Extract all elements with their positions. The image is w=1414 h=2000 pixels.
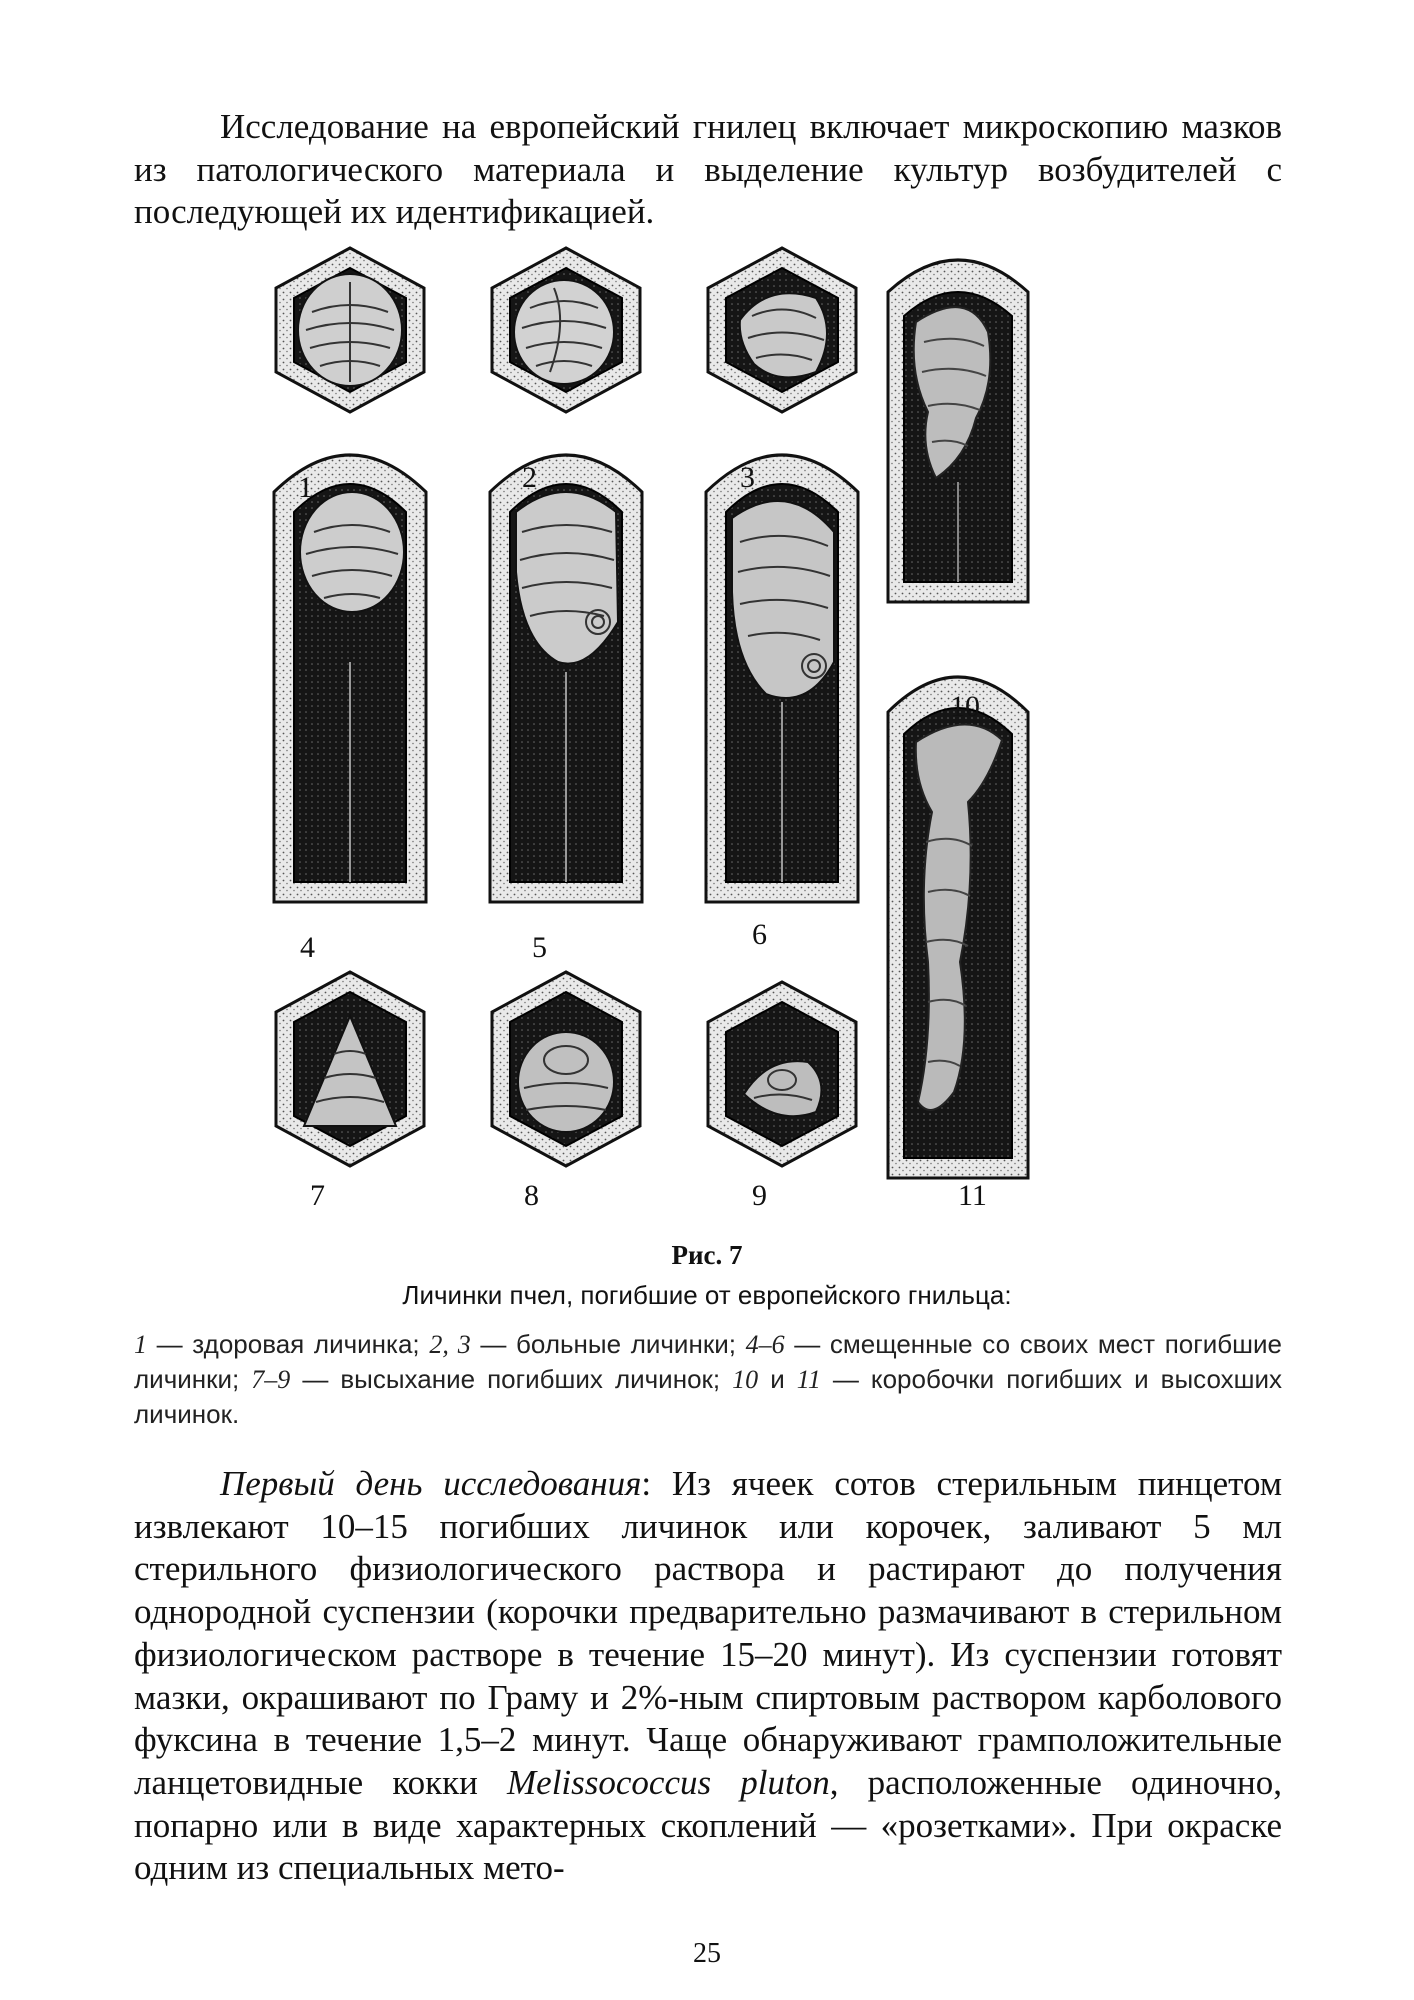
figure-label-3: 3 (740, 461, 755, 494)
body-italic-species: Melissococcus pluton (507, 1762, 830, 1802)
legend-text-6: — коробочки погибших и высохших личинок. (134, 1364, 1282, 1429)
cell-11-larva-scale (888, 677, 1028, 1178)
legend-text-2: — больные личинки; (470, 1329, 746, 1359)
cell-2-diseased-larva (492, 248, 640, 412)
legend-num-6: 11 (796, 1365, 821, 1394)
legend-num-4: 7–9 (251, 1365, 291, 1394)
body-text-2: , расположенные одиночно, попарно или в виде характерных скоплений — «розетками». При окраске одним из специальных мето- (134, 1762, 1282, 1888)
figure-label-7: 7 (310, 1179, 325, 1212)
legend-num-3: 4–6 (745, 1330, 785, 1359)
figure-label-8: 8 (524, 1179, 539, 1212)
cell-4-displaced-larva (274, 455, 426, 902)
legend-num-5: 10 (732, 1365, 759, 1394)
legend-text-5: и (758, 1364, 797, 1394)
figure-label-9: 9 (752, 1179, 767, 1212)
figure-legend (134, 1327, 1282, 1431)
figure-label-5: 5 (532, 931, 547, 964)
legend-text-1: — здоровая личинка; (147, 1329, 430, 1359)
cell-10-larva-scale (888, 260, 1028, 602)
cell-5-displaced-larva (490, 455, 642, 902)
body-italic-lead: Первый день исследования (220, 1464, 642, 1503)
figure-caption-title: Рис. 7 (671, 1240, 743, 1270)
legend-text-4: — высыхание погибших личинок; (290, 1364, 733, 1394)
body-paragraph (134, 1463, 1282, 1890)
legend-num-1: 1 (134, 1330, 147, 1359)
figure-label-6: 6 (752, 918, 767, 951)
figure-label-10: 10 (950, 690, 980, 723)
intro-text: Исследование на европейский гнилец включает микроскопию мазков из патологического материала и выделение культур возбудителей с последующей их идентификацией. (134, 107, 1282, 231)
cell-9-dried-larva (708, 982, 856, 1166)
legend-text-3: — смещенные со своих мест погибшие личинки; (134, 1329, 1283, 1394)
cell-1-healthy-larva (276, 248, 424, 412)
figure-label-4: 4 (300, 931, 315, 964)
cell-7-dried-larva (276, 972, 424, 1166)
larvae-figure (268, 242, 1278, 1232)
page-number: 25 (693, 1938, 721, 1969)
intro-paragraph (134, 106, 1282, 234)
body-text-1: : Из ячеек сотов стерильным пинцетом извлекают 10–15 погибших личинок или корочек, заливают 5 мл стерильного физиологического раствора и растирают до получения однородной суспензии (корочки предварительно размачивают в стерильном физиологическом растворе в течение 15–20 минут). Из суспензии готовят мазки, окрашивают по Граму и 2%-ным спиртовым раствором карболового фуксина в течение 1,5–2 минут. Чаще обнаруживают грамположительные ланцетовидные кокки (134, 1464, 1282, 1802)
figure-caption-subtitle: Личинки пчел, погибшие от европейского гнильца: (402, 1280, 1012, 1310)
figure-label-2: 2 (522, 461, 537, 494)
cell-8-dried-larva (492, 972, 640, 1166)
figure-label-11: 11 (958, 1179, 987, 1212)
cell-3-diseased-larva (708, 248, 856, 412)
cell-6-displaced-larva (706, 455, 858, 902)
figure-label-1: 1 (298, 471, 313, 504)
legend-num-2: 2, 3 (429, 1330, 471, 1359)
